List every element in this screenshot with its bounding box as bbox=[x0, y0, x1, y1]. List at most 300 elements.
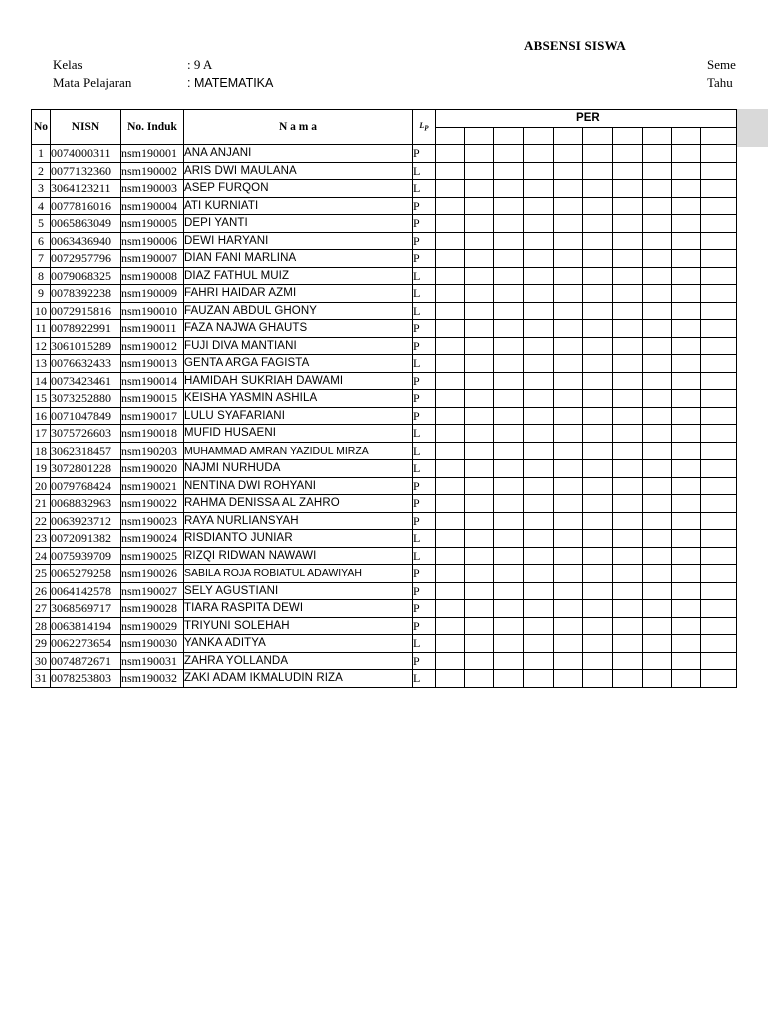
attendance-cell[interactable] bbox=[643, 582, 672, 600]
attendance-cell[interactable] bbox=[701, 320, 737, 338]
attendance-cell[interactable] bbox=[643, 477, 672, 495]
attendance-cell[interactable] bbox=[494, 337, 524, 355]
attendance-cell[interactable] bbox=[494, 162, 524, 180]
attendance-cell[interactable] bbox=[701, 582, 737, 600]
attendance-cell[interactable] bbox=[524, 582, 554, 600]
attendance-cell[interactable] bbox=[613, 285, 643, 303]
attendance-cell[interactable] bbox=[494, 670, 524, 688]
attendance-cell[interactable] bbox=[613, 495, 643, 513]
attendance-cell[interactable] bbox=[643, 162, 672, 180]
attendance-cell[interactable] bbox=[701, 635, 737, 653]
attendance-cell[interactable] bbox=[524, 407, 554, 425]
attendance-cell[interactable] bbox=[436, 582, 465, 600]
attendance-cell[interactable] bbox=[465, 215, 494, 233]
attendance-cell[interactable] bbox=[554, 425, 583, 443]
attendance-cell[interactable] bbox=[436, 547, 465, 565]
attendance-cell[interactable] bbox=[672, 477, 701, 495]
attendance-cell[interactable] bbox=[436, 512, 465, 530]
attendance-cell[interactable] bbox=[701, 530, 737, 548]
attendance-cell[interactable] bbox=[701, 267, 737, 285]
attendance-cell[interactable] bbox=[643, 652, 672, 670]
attendance-cell[interactable] bbox=[554, 320, 583, 338]
attendance-cell[interactable] bbox=[643, 285, 672, 303]
attendance-cell[interactable] bbox=[465, 355, 494, 373]
attendance-cell[interactable] bbox=[701, 460, 737, 478]
attendance-cell[interactable] bbox=[701, 652, 737, 670]
attendance-cell[interactable] bbox=[494, 250, 524, 268]
attendance-cell[interactable] bbox=[494, 477, 524, 495]
attendance-cell[interactable] bbox=[436, 145, 465, 163]
attendance-cell[interactable] bbox=[583, 267, 613, 285]
attendance-cell[interactable] bbox=[672, 337, 701, 355]
attendance-cell[interactable] bbox=[494, 565, 524, 583]
attendance-cell[interactable] bbox=[524, 197, 554, 215]
attendance-cell[interactable] bbox=[672, 145, 701, 163]
attendance-cell[interactable] bbox=[613, 460, 643, 478]
attendance-cell[interactable] bbox=[613, 302, 643, 320]
attendance-cell[interactable] bbox=[554, 302, 583, 320]
attendance-cell[interactable] bbox=[701, 670, 737, 688]
attendance-cell[interactable] bbox=[583, 180, 613, 198]
attendance-cell[interactable] bbox=[701, 425, 737, 443]
attendance-cell[interactable] bbox=[672, 285, 701, 303]
attendance-cell[interactable] bbox=[672, 320, 701, 338]
attendance-cell[interactable] bbox=[436, 337, 465, 355]
attendance-cell[interactable] bbox=[643, 425, 672, 443]
attendance-cell[interactable] bbox=[554, 512, 583, 530]
attendance-cell[interactable] bbox=[465, 582, 494, 600]
attendance-cell[interactable] bbox=[524, 495, 554, 513]
attendance-cell[interactable] bbox=[554, 652, 583, 670]
attendance-cell[interactable] bbox=[524, 530, 554, 548]
attendance-cell[interactable] bbox=[701, 145, 737, 163]
attendance-cell[interactable] bbox=[613, 565, 643, 583]
attendance-cell[interactable] bbox=[465, 512, 494, 530]
attendance-cell[interactable] bbox=[465, 425, 494, 443]
attendance-cell[interactable] bbox=[465, 495, 494, 513]
attendance-cell[interactable] bbox=[583, 512, 613, 530]
attendance-cell[interactable] bbox=[465, 565, 494, 583]
attendance-cell[interactable] bbox=[583, 302, 613, 320]
attendance-cell[interactable] bbox=[672, 407, 701, 425]
attendance-cell[interactable] bbox=[554, 180, 583, 198]
attendance-cell[interactable] bbox=[494, 407, 524, 425]
attendance-cell[interactable] bbox=[613, 162, 643, 180]
attendance-cell[interactable] bbox=[583, 372, 613, 390]
attendance-cell[interactable] bbox=[554, 670, 583, 688]
attendance-cell[interactable] bbox=[494, 600, 524, 618]
attendance-cell[interactable] bbox=[436, 530, 465, 548]
attendance-cell[interactable] bbox=[583, 565, 613, 583]
attendance-cell[interactable] bbox=[494, 652, 524, 670]
attendance-cell[interactable] bbox=[436, 495, 465, 513]
attendance-cell[interactable] bbox=[554, 162, 583, 180]
attendance-cell[interactable] bbox=[554, 495, 583, 513]
attendance-cell[interactable] bbox=[643, 460, 672, 478]
attendance-cell[interactable] bbox=[643, 232, 672, 250]
attendance-cell[interactable] bbox=[436, 407, 465, 425]
attendance-cell[interactable] bbox=[494, 267, 524, 285]
attendance-cell[interactable] bbox=[554, 460, 583, 478]
attendance-cell[interactable] bbox=[672, 617, 701, 635]
attendance-cell[interactable] bbox=[554, 355, 583, 373]
attendance-cell[interactable] bbox=[554, 267, 583, 285]
attendance-cell[interactable] bbox=[643, 145, 672, 163]
attendance-cell[interactable] bbox=[613, 267, 643, 285]
attendance-cell[interactable] bbox=[583, 232, 613, 250]
attendance-cell[interactable] bbox=[701, 477, 737, 495]
attendance-cell[interactable] bbox=[494, 442, 524, 460]
attendance-cell[interactable] bbox=[672, 495, 701, 513]
attendance-cell[interactable] bbox=[436, 285, 465, 303]
attendance-cell[interactable] bbox=[643, 267, 672, 285]
attendance-cell[interactable] bbox=[672, 635, 701, 653]
attendance-cell[interactable] bbox=[701, 180, 737, 198]
attendance-cell[interactable] bbox=[494, 390, 524, 408]
attendance-cell[interactable] bbox=[643, 600, 672, 618]
attendance-cell[interactable] bbox=[465, 442, 494, 460]
attendance-cell[interactable] bbox=[701, 285, 737, 303]
attendance-cell[interactable] bbox=[583, 477, 613, 495]
attendance-cell[interactable] bbox=[494, 355, 524, 373]
attendance-cell[interactable] bbox=[524, 285, 554, 303]
attendance-cell[interactable] bbox=[524, 320, 554, 338]
attendance-cell[interactable] bbox=[554, 530, 583, 548]
attendance-cell[interactable] bbox=[672, 162, 701, 180]
attendance-cell[interactable] bbox=[436, 302, 465, 320]
attendance-cell[interactable] bbox=[672, 267, 701, 285]
attendance-cell[interactable] bbox=[465, 285, 494, 303]
attendance-cell[interactable] bbox=[643, 302, 672, 320]
attendance-cell[interactable] bbox=[494, 180, 524, 198]
attendance-cell[interactable] bbox=[583, 320, 613, 338]
attendance-cell[interactable] bbox=[672, 425, 701, 443]
attendance-cell[interactable] bbox=[613, 145, 643, 163]
attendance-cell[interactable] bbox=[436, 460, 465, 478]
attendance-cell[interactable] bbox=[465, 547, 494, 565]
attendance-cell[interactable] bbox=[643, 442, 672, 460]
attendance-cell[interactable] bbox=[672, 250, 701, 268]
attendance-cell[interactable] bbox=[524, 477, 554, 495]
attendance-cell[interactable] bbox=[494, 460, 524, 478]
attendance-cell[interactable] bbox=[554, 145, 583, 163]
attendance-cell[interactable] bbox=[583, 635, 613, 653]
attendance-cell[interactable] bbox=[643, 635, 672, 653]
attendance-cell[interactable] bbox=[613, 250, 643, 268]
attendance-cell[interactable] bbox=[643, 320, 672, 338]
attendance-cell[interactable] bbox=[554, 197, 583, 215]
attendance-cell[interactable] bbox=[583, 425, 613, 443]
attendance-cell[interactable] bbox=[672, 302, 701, 320]
attendance-cell[interactable] bbox=[494, 635, 524, 653]
attendance-cell[interactable] bbox=[524, 652, 554, 670]
attendance-cell[interactable] bbox=[436, 425, 465, 443]
attendance-cell[interactable] bbox=[701, 162, 737, 180]
attendance-cell[interactable] bbox=[672, 460, 701, 478]
attendance-cell[interactable] bbox=[554, 372, 583, 390]
attendance-cell[interactable] bbox=[583, 355, 613, 373]
attendance-cell[interactable] bbox=[465, 372, 494, 390]
attendance-cell[interactable] bbox=[436, 372, 465, 390]
attendance-cell[interactable] bbox=[494, 302, 524, 320]
attendance-cell[interactable] bbox=[436, 617, 465, 635]
attendance-cell[interactable] bbox=[436, 250, 465, 268]
attendance-cell[interactable] bbox=[436, 635, 465, 653]
attendance-cell[interactable] bbox=[613, 355, 643, 373]
attendance-cell[interactable] bbox=[465, 267, 494, 285]
attendance-cell[interactable] bbox=[672, 372, 701, 390]
attendance-cell[interactable] bbox=[494, 530, 524, 548]
attendance-cell[interactable] bbox=[436, 355, 465, 373]
attendance-cell[interactable] bbox=[672, 547, 701, 565]
attendance-cell[interactable] bbox=[465, 390, 494, 408]
attendance-cell[interactable] bbox=[613, 547, 643, 565]
attendance-cell[interactable] bbox=[672, 355, 701, 373]
attendance-cell[interactable] bbox=[613, 215, 643, 233]
attendance-cell[interactable] bbox=[613, 197, 643, 215]
attendance-cell[interactable] bbox=[701, 512, 737, 530]
attendance-cell[interactable] bbox=[643, 197, 672, 215]
attendance-cell[interactable] bbox=[524, 215, 554, 233]
attendance-cell[interactable] bbox=[465, 232, 494, 250]
attendance-cell[interactable] bbox=[554, 565, 583, 583]
attendance-cell[interactable] bbox=[583, 442, 613, 460]
attendance-cell[interactable] bbox=[436, 232, 465, 250]
attendance-cell[interactable] bbox=[494, 512, 524, 530]
attendance-cell[interactable] bbox=[672, 652, 701, 670]
attendance-cell[interactable] bbox=[436, 477, 465, 495]
attendance-cell[interactable] bbox=[672, 442, 701, 460]
attendance-cell[interactable] bbox=[672, 180, 701, 198]
attendance-cell[interactable] bbox=[672, 390, 701, 408]
attendance-cell[interactable] bbox=[613, 477, 643, 495]
attendance-cell[interactable] bbox=[524, 512, 554, 530]
attendance-cell[interactable] bbox=[494, 547, 524, 565]
attendance-cell[interactable] bbox=[583, 617, 613, 635]
attendance-cell[interactable] bbox=[554, 635, 583, 653]
attendance-cell[interactable] bbox=[436, 162, 465, 180]
attendance-cell[interactable] bbox=[524, 180, 554, 198]
attendance-cell[interactable] bbox=[583, 600, 613, 618]
attendance-cell[interactable] bbox=[524, 442, 554, 460]
attendance-cell[interactable] bbox=[613, 635, 643, 653]
attendance-cell[interactable] bbox=[613, 337, 643, 355]
attendance-cell[interactable] bbox=[613, 372, 643, 390]
attendance-cell[interactable] bbox=[465, 530, 494, 548]
attendance-cell[interactable] bbox=[465, 180, 494, 198]
attendance-cell[interactable] bbox=[524, 232, 554, 250]
attendance-cell[interactable] bbox=[524, 267, 554, 285]
attendance-cell[interactable] bbox=[643, 530, 672, 548]
attendance-cell[interactable] bbox=[465, 600, 494, 618]
attendance-cell[interactable] bbox=[436, 320, 465, 338]
attendance-cell[interactable] bbox=[613, 652, 643, 670]
attendance-cell[interactable] bbox=[672, 512, 701, 530]
attendance-cell[interactable] bbox=[701, 547, 737, 565]
attendance-cell[interactable] bbox=[701, 565, 737, 583]
attendance-cell[interactable] bbox=[583, 530, 613, 548]
attendance-cell[interactable] bbox=[643, 617, 672, 635]
attendance-cell[interactable] bbox=[643, 495, 672, 513]
attendance-cell[interactable] bbox=[494, 285, 524, 303]
attendance-cell[interactable] bbox=[701, 355, 737, 373]
attendance-cell[interactable] bbox=[583, 407, 613, 425]
attendance-cell[interactable] bbox=[465, 652, 494, 670]
attendance-cell[interactable] bbox=[643, 670, 672, 688]
attendance-cell[interactable] bbox=[672, 600, 701, 618]
attendance-cell[interactable] bbox=[583, 337, 613, 355]
attendance-cell[interactable] bbox=[465, 250, 494, 268]
attendance-cell[interactable] bbox=[613, 232, 643, 250]
attendance-cell[interactable] bbox=[554, 442, 583, 460]
attendance-cell[interactable] bbox=[524, 600, 554, 618]
attendance-cell[interactable] bbox=[643, 215, 672, 233]
attendance-cell[interactable] bbox=[672, 530, 701, 548]
attendance-cell[interactable] bbox=[554, 337, 583, 355]
attendance-cell[interactable] bbox=[583, 215, 613, 233]
attendance-cell[interactable] bbox=[643, 355, 672, 373]
attendance-cell[interactable] bbox=[672, 582, 701, 600]
attendance-cell[interactable] bbox=[613, 320, 643, 338]
attendance-cell[interactable] bbox=[494, 215, 524, 233]
attendance-cell[interactable] bbox=[613, 670, 643, 688]
attendance-cell[interactable] bbox=[494, 372, 524, 390]
attendance-cell[interactable] bbox=[643, 250, 672, 268]
attendance-cell[interactable] bbox=[554, 215, 583, 233]
attendance-cell[interactable] bbox=[583, 495, 613, 513]
attendance-cell[interactable] bbox=[436, 670, 465, 688]
attendance-cell[interactable] bbox=[672, 565, 701, 583]
attendance-cell[interactable] bbox=[583, 285, 613, 303]
attendance-cell[interactable] bbox=[583, 547, 613, 565]
attendance-cell[interactable] bbox=[701, 390, 737, 408]
attendance-cell[interactable] bbox=[583, 162, 613, 180]
attendance-cell[interactable] bbox=[465, 302, 494, 320]
attendance-cell[interactable] bbox=[701, 337, 737, 355]
attendance-cell[interactable] bbox=[701, 407, 737, 425]
attendance-cell[interactable] bbox=[583, 390, 613, 408]
attendance-cell[interactable] bbox=[554, 250, 583, 268]
attendance-cell[interactable] bbox=[524, 635, 554, 653]
attendance-cell[interactable] bbox=[643, 407, 672, 425]
attendance-cell[interactable] bbox=[494, 495, 524, 513]
attendance-cell[interactable] bbox=[613, 530, 643, 548]
attendance-cell[interactable] bbox=[494, 145, 524, 163]
attendance-cell[interactable] bbox=[465, 617, 494, 635]
attendance-cell[interactable] bbox=[465, 197, 494, 215]
attendance-cell[interactable] bbox=[436, 390, 465, 408]
attendance-cell[interactable] bbox=[524, 355, 554, 373]
attendance-cell[interactable] bbox=[613, 407, 643, 425]
attendance-cell[interactable] bbox=[701, 232, 737, 250]
attendance-cell[interactable] bbox=[613, 512, 643, 530]
attendance-cell[interactable] bbox=[583, 250, 613, 268]
attendance-cell[interactable] bbox=[436, 180, 465, 198]
attendance-cell[interactable] bbox=[701, 215, 737, 233]
attendance-cell[interactable] bbox=[554, 582, 583, 600]
attendance-cell[interactable] bbox=[465, 460, 494, 478]
attendance-cell[interactable] bbox=[613, 390, 643, 408]
attendance-cell[interactable] bbox=[701, 250, 737, 268]
attendance-cell[interactable] bbox=[583, 145, 613, 163]
attendance-cell[interactable] bbox=[583, 652, 613, 670]
attendance-cell[interactable] bbox=[524, 547, 554, 565]
attendance-cell[interactable] bbox=[643, 512, 672, 530]
attendance-cell[interactable] bbox=[583, 197, 613, 215]
attendance-cell[interactable] bbox=[524, 250, 554, 268]
attendance-cell[interactable] bbox=[524, 390, 554, 408]
attendance-cell[interactable] bbox=[701, 442, 737, 460]
attendance-cell[interactable] bbox=[701, 495, 737, 513]
attendance-cell[interactable] bbox=[465, 670, 494, 688]
attendance-cell[interactable] bbox=[643, 565, 672, 583]
attendance-cell[interactable] bbox=[701, 600, 737, 618]
attendance-cell[interactable] bbox=[524, 372, 554, 390]
attendance-cell[interactable] bbox=[672, 232, 701, 250]
attendance-cell[interactable] bbox=[701, 302, 737, 320]
attendance-cell[interactable] bbox=[524, 425, 554, 443]
attendance-cell[interactable] bbox=[465, 320, 494, 338]
attendance-cell[interactable] bbox=[613, 617, 643, 635]
attendance-cell[interactable] bbox=[494, 582, 524, 600]
attendance-cell[interactable] bbox=[465, 635, 494, 653]
attendance-cell[interactable] bbox=[436, 652, 465, 670]
attendance-cell[interactable] bbox=[672, 670, 701, 688]
attendance-cell[interactable] bbox=[554, 600, 583, 618]
attendance-cell[interactable] bbox=[465, 477, 494, 495]
attendance-cell[interactable] bbox=[436, 267, 465, 285]
attendance-cell[interactable] bbox=[494, 232, 524, 250]
attendance-cell[interactable] bbox=[554, 477, 583, 495]
attendance-cell[interactable] bbox=[672, 215, 701, 233]
attendance-cell[interactable] bbox=[583, 582, 613, 600]
attendance-cell[interactable] bbox=[465, 407, 494, 425]
attendance-cell[interactable] bbox=[613, 600, 643, 618]
attendance-cell[interactable] bbox=[701, 372, 737, 390]
attendance-cell[interactable] bbox=[554, 407, 583, 425]
attendance-cell[interactable] bbox=[524, 460, 554, 478]
attendance-cell[interactable] bbox=[524, 145, 554, 163]
attendance-cell[interactable] bbox=[554, 547, 583, 565]
attendance-cell[interactable] bbox=[465, 162, 494, 180]
attendance-cell[interactable] bbox=[524, 617, 554, 635]
attendance-cell[interactable] bbox=[701, 617, 737, 635]
attendance-cell[interactable] bbox=[583, 460, 613, 478]
attendance-cell[interactable] bbox=[701, 197, 737, 215]
attendance-cell[interactable] bbox=[436, 565, 465, 583]
attendance-cell[interactable] bbox=[436, 442, 465, 460]
attendance-cell[interactable] bbox=[436, 197, 465, 215]
attendance-cell[interactable] bbox=[554, 232, 583, 250]
attendance-cell[interactable] bbox=[554, 390, 583, 408]
attendance-cell[interactable] bbox=[554, 285, 583, 303]
attendance-cell[interactable] bbox=[554, 617, 583, 635]
attendance-cell[interactable] bbox=[436, 600, 465, 618]
attendance-cell[interactable] bbox=[643, 337, 672, 355]
attendance-cell[interactable] bbox=[524, 565, 554, 583]
attendance-cell[interactable] bbox=[494, 320, 524, 338]
attendance-cell[interactable] bbox=[613, 582, 643, 600]
attendance-cell[interactable] bbox=[465, 145, 494, 163]
attendance-cell[interactable] bbox=[465, 337, 494, 355]
attendance-cell[interactable] bbox=[524, 670, 554, 688]
attendance-cell[interactable] bbox=[613, 180, 643, 198]
attendance-cell[interactable] bbox=[613, 442, 643, 460]
attendance-cell[interactable] bbox=[583, 670, 613, 688]
attendance-cell[interactable] bbox=[524, 337, 554, 355]
attendance-cell[interactable] bbox=[524, 162, 554, 180]
attendance-cell[interactable] bbox=[643, 390, 672, 408]
